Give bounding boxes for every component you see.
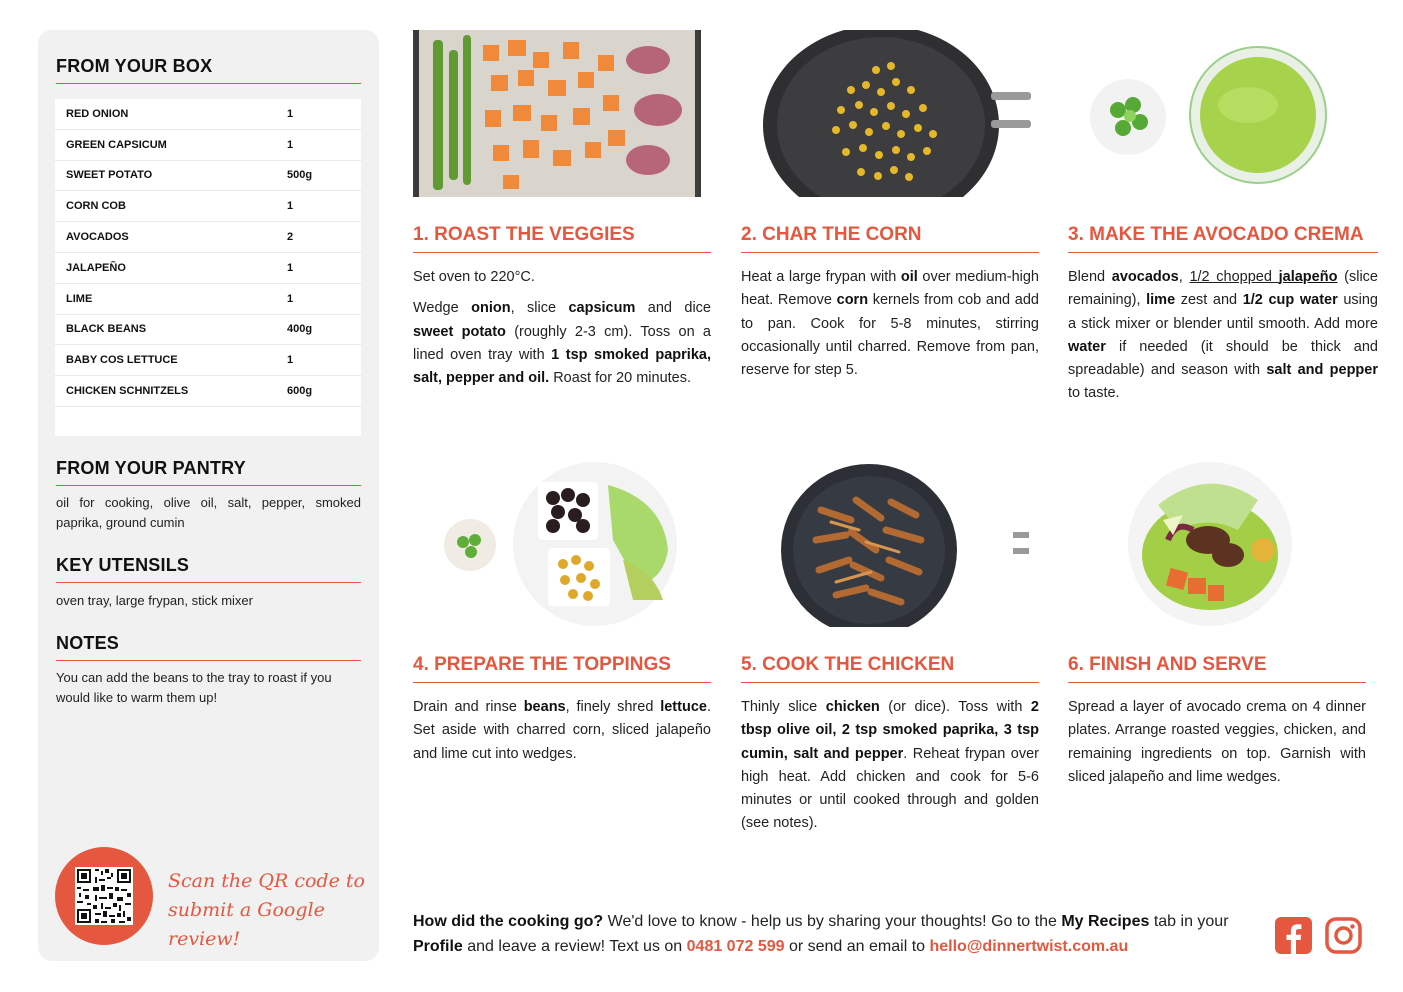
ingredient-qty: 400g — [287, 323, 313, 336]
step-6-body — [1068, 696, 1366, 797]
ingredient-qty: 1 — [287, 200, 294, 213]
text-segment: . Set aside with charred corn, sliced jalapeño and lime cut into wedges. — [413, 699, 711, 762]
step-3-title: 3. MAKE THE AVOCADO CREMA — [1068, 224, 1378, 253]
step-1-text-1: Set oven to 220°C. — [413, 269, 535, 285]
text-segment: Blend — [1068, 269, 1112, 285]
table-row — [55, 130, 361, 161]
text-segment: 2 tbsp olive oil, 2 tsp smoked paprika, 3 tsp cumin, salt and pepper — [741, 699, 1039, 762]
table-row — [55, 191, 361, 222]
ingredient-qty: 1 — [287, 354, 294, 367]
text-segment: My Recipes — [1061, 913, 1150, 930]
roasted-veggies-photo — [413, 30, 701, 197]
ingredient-name: GREEN CAPSICUM — [66, 138, 167, 151]
step-5-text — [741, 696, 1039, 836]
ingredient-name: CHICKEN SCHNITZELS — [66, 385, 189, 398]
ingredient-name: BABY COS LETTUCE — [66, 354, 178, 367]
text-segment: Roast for 20 minutes. — [549, 370, 692, 387]
text-segment: . Reheat frypan over high heat. Add chicken and cook for 5-6 minutes or until cooked through and golden (see notes). — [741, 745, 1039, 832]
text-segment: corn — [836, 292, 869, 309]
step-2-title: 2. CHAR THE CORN — [741, 224, 1039, 253]
text-segment: lettuce — [660, 699, 707, 715]
notes-title: NOTES — [56, 633, 361, 661]
table-row — [55, 99, 361, 130]
step-3-text — [1068, 266, 1378, 406]
notes-text: You can add the beans to the tray to roast if you would like to warm them up! — [56, 670, 332, 705]
ingredient-name: AVOCADOS — [66, 231, 129, 244]
text-segment: (slice remaining), — [1068, 269, 1378, 309]
box-title: FROM YOUR BOX — [56, 56, 361, 84]
text-segment: oil — [900, 269, 918, 285]
ingredient-name: RED ONION — [66, 107, 129, 120]
ingredient-name: BLACK BEANS — [66, 323, 147, 336]
text-segment: (roughly 2-3 cm). Toss on a lined oven tray with — [413, 323, 711, 363]
text-segment: 1/2 cup water — [1242, 292, 1338, 309]
table-row — [55, 376, 361, 407]
contact-link[interactable]: hello@dinnertwist.com.au — [929, 938, 1129, 955]
text-segment: Wedge — [413, 300, 472, 317]
step-1-body — [413, 266, 711, 398]
text-segment: Profile — [413, 938, 463, 955]
text-segment: How did the cooking go? — [413, 913, 604, 930]
text-segment: Spread a layer of avocado crema on 4 dinner plates. Arrange roasted veggies, chicken, and remaining ingredients on top. Garnish with sliced jalapeño and lime wedges. — [1068, 699, 1366, 785]
toppings-photo — [413, 460, 701, 627]
pantry-title: FROM YOUR PANTRY — [56, 458, 361, 486]
text-segment: capsicum — [568, 300, 636, 317]
ingredient-name: SWEET POTATO — [66, 169, 153, 182]
qr-caption-line1: Scan the QR code to — [168, 870, 365, 892]
text-segment: Heat a large frypan with — [741, 269, 901, 285]
text-segment: 1/2 chopped — [1189, 269, 1279, 285]
text-segment: jalapeño — [1278, 269, 1338, 285]
utensils-text: oven tray, large frypan, stick mixer — [56, 593, 253, 608]
text-segment: , finely shred — [565, 699, 661, 715]
facebook-icon[interactable] — [1275, 917, 1312, 954]
text-segment: 1 tsp smoked paprika, salt, pepper and oil. — [413, 346, 711, 387]
ingredients-table — [55, 99, 361, 436]
ingredient-qty: 2 — [287, 231, 294, 244]
text-segment: We'd love to know - help us by sharing your thoughts! Go to the — [603, 913, 1062, 930]
text-segment: Thinly slice — [741, 699, 826, 715]
ingredient-qty: 1 — [287, 292, 294, 305]
table-row — [55, 345, 361, 376]
sidebar — [38, 30, 379, 961]
step-2-text — [741, 266, 1039, 382]
pantry-text: oil for cooking, olive oil, salt, pepper, smoked paprika, ground cumin — [56, 495, 361, 530]
ingredient-qty: 600g — [287, 385, 313, 398]
step-5-body — [741, 696, 1039, 844]
text-segment: and leave a review! Text us on — [462, 938, 687, 955]
step-2-body — [741, 266, 1039, 390]
table-row — [55, 161, 361, 192]
table-row — [55, 315, 361, 346]
step-1-title: 1. ROAST THE VEGGIES — [413, 224, 711, 253]
text-segment: Drain and rinse — [413, 699, 524, 715]
ingredient-qty: 1 — [287, 261, 294, 274]
text-segment: onion — [471, 300, 511, 317]
charred-corn-photo — [741, 30, 1039, 197]
text-segment: salt and pepper — [1266, 362, 1378, 379]
qr-badge — [55, 847, 153, 945]
table-row — [55, 253, 361, 284]
finished-dish-photo — [1068, 460, 1366, 627]
text-segment: if needed (it should be thick and spreadable) and season with — [1068, 338, 1378, 379]
text-segment: over medium-high heat. Remove — [741, 269, 1039, 309]
cooking-chicken-photo — [741, 460, 1039, 627]
table-row — [55, 222, 361, 253]
step-4-body — [413, 696, 711, 774]
ingredient-name: LIME — [66, 292, 93, 305]
utensils-title: KEY UTENSILS — [56, 555, 361, 583]
ingredient-qty: 1 — [287, 138, 294, 151]
text-segment: to taste. — [1068, 385, 1120, 402]
text-segment: and dice — [635, 300, 711, 317]
step-6-text — [1068, 696, 1366, 789]
qr-caption-line2: submit a Google review! — [168, 899, 325, 950]
text-segment: chicken — [825, 699, 880, 715]
qr-caption — [168, 867, 368, 954]
ingredient-qty: 1 — [287, 107, 294, 120]
text-segment: tab in your — [1149, 913, 1229, 930]
step-6-title: 6. FINISH AND SERVE — [1068, 654, 1366, 683]
text-segment: , — [1178, 269, 1190, 285]
contact-link[interactable]: 0481 072 599 — [686, 938, 785, 955]
text-segment: kernels from cob and add to pan. Cook for 5-8 minutes, stirring occasionally until charred. Remove from pan, reserve for step 5. — [741, 292, 1039, 379]
text-segment: beans — [523, 699, 566, 715]
text-segment: using a stick mixer or blender until smooth. Add more — [1068, 292, 1378, 332]
text-segment: or send an email to — [784, 938, 930, 955]
text-segment: (or dice). Toss with — [879, 699, 1031, 715]
avocado-crema-photo — [1068, 30, 1366, 197]
instagram-icon[interactable] — [1325, 917, 1362, 954]
text-segment: , slice — [510, 300, 569, 317]
step-5-title: 5. COOK THE CHICKEN — [741, 654, 1039, 683]
step-1-text-2 — [413, 297, 711, 390]
text-segment: lime — [1146, 292, 1176, 309]
text-segment: avocados — [1111, 269, 1179, 285]
qr-code-icon[interactable] — [75, 867, 133, 925]
table-row — [55, 284, 361, 315]
text-segment: zest and — [1175, 292, 1243, 309]
ingredient-name: CORN COB — [66, 200, 126, 213]
step-3-body — [1068, 266, 1378, 414]
ingredient-name: JALAPEÑO — [66, 261, 126, 274]
step-4-title: 4. PREPARE THE TOPPINGS — [413, 654, 711, 683]
footer-review-text — [413, 909, 1263, 959]
step-4-text — [413, 696, 711, 766]
text-segment: sweet potato — [413, 323, 506, 340]
ingredient-qty: 500g — [287, 169, 313, 182]
text-segment: water — [1068, 338, 1106, 355]
